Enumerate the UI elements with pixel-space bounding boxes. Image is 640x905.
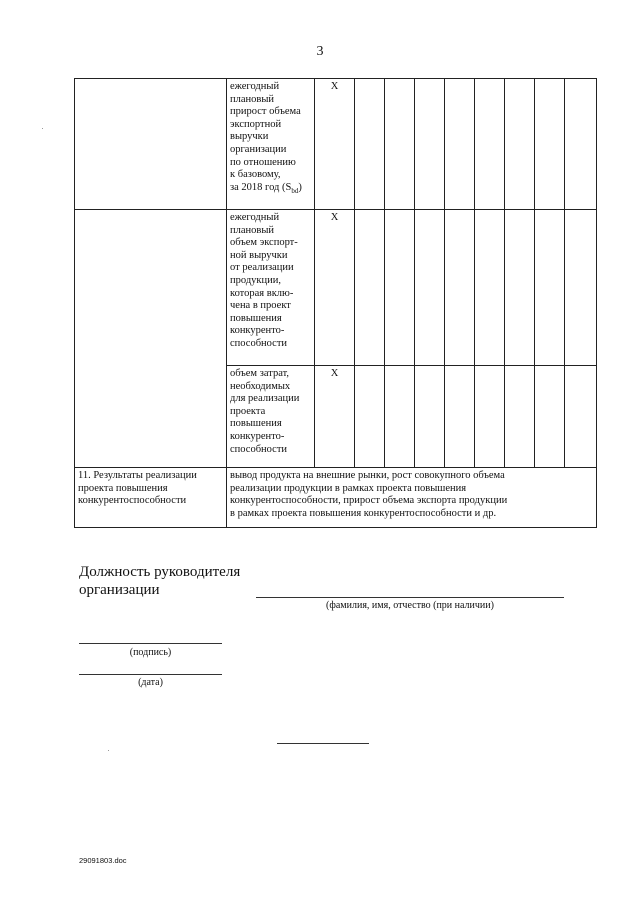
label-line: ежегодный (230, 212, 280, 223)
label-line: плановый (230, 93, 275, 105)
table-cell-empty (475, 366, 505, 468)
label-line: 11. Результаты реализации (78, 470, 197, 481)
date-caption: (дата) (138, 677, 163, 688)
label-line: к базовому, (230, 169, 281, 181)
label-line: выручки (230, 131, 269, 143)
label-line: организации (230, 143, 287, 155)
table-cell-empty (385, 366, 415, 468)
table-cell-empty (445, 366, 475, 468)
label-line: конкурентоспособности (78, 495, 187, 507)
table-row (75, 210, 597, 366)
table-cell-empty (505, 210, 535, 366)
label-line: проекта (230, 405, 266, 417)
result-line: конкурентоспособности, прирост объема экспорта продукции (230, 495, 508, 507)
table-row (75, 468, 597, 528)
table-cell-empty (75, 366, 227, 468)
label-line: по отношению (230, 156, 296, 168)
label-line: для реализации (230, 393, 300, 405)
table-cell-empty (535, 366, 565, 468)
separator-line (277, 743, 369, 744)
scan-speck (108, 750, 109, 751)
page-number: 3 (316, 44, 324, 59)
table-cell-empty (355, 210, 385, 366)
table-cell-empty (565, 79, 597, 210)
name-signature-line (256, 597, 564, 598)
table-cell-empty (355, 79, 385, 210)
label-line: от реализации (230, 262, 294, 274)
label-line: повышения (230, 418, 282, 430)
label-line: объем затрат, (230, 368, 290, 379)
label-line: объем экспорт- (230, 237, 298, 249)
mark-cell: Х (315, 210, 355, 366)
label-subscript: bd (291, 186, 299, 195)
label-text: за 2018 год (S (230, 181, 292, 193)
table-cell-empty (535, 210, 565, 366)
label-line: экспортной (230, 118, 282, 130)
table-cell-empty (385, 79, 415, 210)
label-line: повышения (230, 312, 282, 324)
table-cell-empty (415, 366, 445, 468)
position-title (79, 563, 240, 599)
table-cell-empty (445, 79, 475, 210)
label-line: способности (230, 443, 288, 455)
indicator-label (227, 366, 315, 468)
results-cell (227, 468, 597, 528)
sign-line (79, 643, 222, 644)
table-cell-empty (505, 366, 535, 468)
table-cell-empty (445, 210, 475, 366)
label-line: конкуренто- (230, 325, 285, 337)
file-name-footer: 29091803.doc (79, 856, 127, 865)
table-cell-empty (355, 366, 385, 468)
label-line: ежегодный (230, 81, 280, 92)
label-line: прирост объема (230, 106, 301, 118)
sign-caption: (подпись) (129, 647, 172, 658)
label-text: ) (298, 181, 302, 193)
label-line: чена в проект (230, 300, 291, 312)
table-cell-empty (475, 79, 505, 210)
result-line: вывод продукта на внешние рынки, рост совокупного объема (230, 470, 505, 481)
table-cell-empty (385, 210, 415, 366)
label-line: которая вклю- (230, 287, 294, 299)
label-line: проекта повышения (78, 482, 168, 494)
table-cell-empty (505, 79, 535, 210)
scan-speck (42, 128, 43, 129)
table-row (75, 366, 597, 468)
table-cell-empty (565, 366, 597, 468)
table-cell-empty (415, 210, 445, 366)
name-caption: (фамилия, имя, отчество (при наличии) (326, 600, 494, 611)
mark-cell: Х (315, 79, 355, 210)
position-line: Должность руководителя (79, 564, 241, 580)
label-line (230, 182, 311, 198)
position-line: организации (79, 582, 160, 598)
indicator-label (227, 210, 315, 366)
section-label (75, 468, 227, 528)
table-cell-empty (565, 210, 597, 366)
table-cell-empty (75, 210, 227, 366)
label-line: способности (230, 337, 288, 349)
result-line: в рамках проекта повышения конкурентоспособности и др. (230, 507, 497, 519)
table-cell-empty (75, 79, 227, 210)
label-line: плановый (230, 224, 275, 236)
form-table (74, 78, 597, 528)
label-line: конкуренто- (230, 430, 285, 442)
table-cell-empty (475, 210, 505, 366)
table-cell-empty (535, 79, 565, 210)
indicator-label (227, 79, 315, 210)
table-row (75, 79, 597, 210)
date-line (79, 674, 222, 675)
label-line: ной выручки (230, 249, 288, 261)
label-line: необходимых (230, 380, 291, 392)
table-cell-empty (415, 79, 445, 210)
label-line: продукции, (230, 274, 281, 286)
result-line: реализации продукции в рамках проекта повышения (230, 482, 467, 494)
mark-cell: Х (315, 366, 355, 468)
